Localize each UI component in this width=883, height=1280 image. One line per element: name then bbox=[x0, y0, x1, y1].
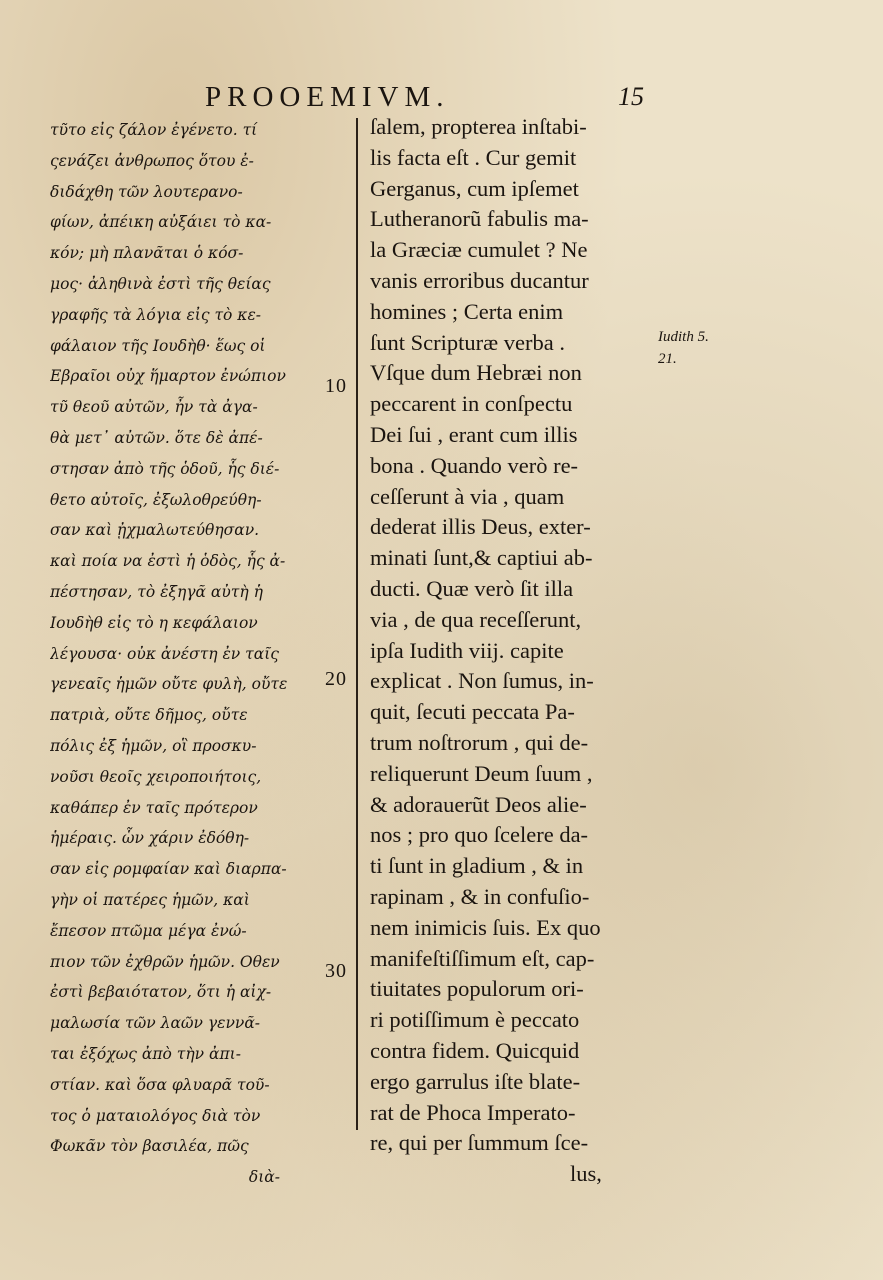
greek-text-line: Φωκᾶν τὸν βασιλέα, πῶς bbox=[50, 1137, 249, 1156]
greek-text-line: σαν καὶ ᾐχμαλωτεύθησαν. bbox=[50, 521, 260, 540]
marginal-reference-note bbox=[658, 326, 748, 370]
greek-text-line: πατριὰ, οὔτε δῆμος, οὔτε bbox=[50, 706, 248, 725]
latin-text-line: re, qui per ſummum ſce- bbox=[370, 1130, 589, 1156]
greek-text-line: ἡμέραις. ὧν χάριν ἐδόθη- bbox=[50, 829, 250, 848]
greek-text-line: σαν εἰς ρομφαίαν καὶ διαρπα- bbox=[50, 860, 287, 879]
column-divider-rule bbox=[356, 118, 358, 1130]
greek-text-line: ςενάζει ἀνθρωπος ὅτου ἐ- bbox=[50, 151, 254, 170]
line-number-20: 20 bbox=[325, 668, 347, 690]
latin-text-line: tiuitates populorum ori- bbox=[370, 976, 584, 1002]
greek-text-line: διὰ- bbox=[248, 1168, 280, 1187]
latin-text-line: rat de Phoca Imperato- bbox=[370, 1099, 576, 1125]
latin-text-line: lis facta eſt . Cur gemit bbox=[370, 144, 577, 170]
latin-text-line: bona . Quando verò re- bbox=[370, 452, 579, 478]
greek-text-line: καὶ ποία να ἐστὶ ἡ ὁδὸς, ἧς ἀ- bbox=[50, 552, 286, 571]
latin-text-line: nos ; pro quo ſcelere da- bbox=[370, 822, 589, 848]
latin-text-line: Lutheranorũ fabulis ma- bbox=[370, 206, 589, 232]
greek-text-line: ἐστὶ βεβαιότατον, ὅτι ἡ αἰχ- bbox=[50, 983, 272, 1002]
greek-text-line: νοῦσι θεοῖς χειροποιήτοις, bbox=[50, 767, 262, 786]
greek-text-line: τῦτο εἰς ζάλον ἐγένετο. τί bbox=[50, 121, 258, 139]
greek-text-line: γὴν οἱ πατέρες ἡμῶν, καὶ bbox=[50, 890, 250, 909]
greek-text-line: μος· ἀληθινὰ ἐστὶ τῆς θείας bbox=[50, 274, 271, 293]
latin-text-line: ceſſerunt à via , quam bbox=[370, 483, 565, 509]
latin-text-line: Dei ſui , erant cum illis bbox=[370, 421, 578, 447]
greek-text-line: πέστησαν, τὸ ἐξηγᾶ αὐτὴ ἡ bbox=[50, 582, 263, 601]
latin-text-line: nem inimicis ſuis. Ex quo bbox=[370, 914, 601, 940]
latin-text-column bbox=[370, 112, 655, 1190]
latin-text-line: dederat illis Deus, exter- bbox=[370, 514, 591, 540]
greek-text-line: διδάχθη τῶν λουτερανο- bbox=[50, 182, 243, 201]
greek-text-line: μαλωσία τῶν λαῶν γεννᾶ- bbox=[50, 1014, 261, 1033]
greek-text-line: τῦ θεοῦ αὐτῶν, ἦν τὰ ἀγα- bbox=[50, 398, 258, 417]
latin-text-line: ſunt Scripturæ verba . bbox=[370, 329, 565, 355]
greek-text-line: Ιουδὴθ εἰς τὸ η κεφάλαιον bbox=[50, 613, 258, 632]
marginal-note-line: Iudith 5. bbox=[658, 329, 709, 345]
greek-text-line: πόλις ἐξ ἡμῶν, οἳ προσκυ- bbox=[50, 736, 257, 755]
latin-text-line: ipſa Iudith viij. capite bbox=[370, 637, 564, 663]
latin-text-line: Vſque dum Hebræi non bbox=[370, 360, 582, 386]
latin-text-line: ſalem, propterea inſtabi- bbox=[370, 114, 587, 139]
latin-text-line: manifeſtiſſimum eſt, cap- bbox=[370, 945, 595, 971]
marginal-note-line: 21. bbox=[658, 351, 677, 367]
greek-text-line: φάλαιον τῆς Ιουδὴθ· ἕως οἱ bbox=[50, 336, 266, 355]
latin-text-line: & adorauerũt Deos alie- bbox=[370, 791, 587, 817]
latin-text-line: contra fidem. Quicquid bbox=[370, 1037, 580, 1063]
latin-text-line: via , de qua receſſerunt, bbox=[370, 606, 582, 632]
latin-text-line: quit, ſecuti peccata Pa- bbox=[370, 699, 575, 725]
greek-text-line: φίων, ἀπέικη αὐξάιει τὸ κα- bbox=[50, 213, 272, 232]
greek-text-line: πιον τῶν ἐχθρῶν ἡμῶν. Οθεν bbox=[50, 952, 280, 971]
greek-text-line: ται ἐξόχως ἀπὸ τὴν ἀπι- bbox=[50, 1044, 241, 1063]
latin-text-line: lus, bbox=[570, 1161, 602, 1187]
latin-text-line: rapinam , & in confuſio- bbox=[370, 883, 590, 909]
greek-text-line: γραφῆς τὰ λόγια εἰς τὸ κε- bbox=[50, 305, 262, 324]
latin-text-line: ergo garrulus iſte blate- bbox=[370, 1068, 581, 1094]
line-number-10: 10 bbox=[325, 375, 347, 397]
greek-text-line: καθάπερ ἐν ταῖς πρότερον bbox=[50, 798, 258, 817]
greek-text-line: στίαν. καὶ ὅσα φλυαρᾶ τοῦ- bbox=[50, 1075, 270, 1094]
latin-text-line: ti ſunt in gladium , & in bbox=[370, 853, 584, 879]
latin-text-line: trum noſtrorum , qui de- bbox=[370, 729, 589, 755]
latin-text-line: ri potiſſimum è peccato bbox=[370, 1007, 580, 1033]
latin-text-line: peccarent in conſpectu bbox=[370, 391, 573, 417]
line-number-30: 30 bbox=[325, 960, 347, 982]
greek-text-line: θετο αὐτοῖς, ἐξωλοθρεύθη- bbox=[50, 490, 262, 509]
latin-text-line: reliquerunt Deum ſuum , bbox=[370, 760, 593, 786]
greek-text-line: γενεαῖς ἡμῶν οὔτε φυλὴ, οὔτε bbox=[50, 675, 288, 694]
page-number: 15 bbox=[618, 82, 644, 111]
latin-text-line: vanis erroribus ducantur bbox=[370, 267, 589, 293]
greek-text-line: θὰ μετ᾽ αὐτῶν. ὅτε δὲ ἀπέ- bbox=[50, 428, 263, 447]
greek-text-line: Εβραῖοι οὐχ ἥμαρτον ἐνώπιον bbox=[50, 367, 286, 386]
latin-text-line: la Græciæ cumulet ? Ne bbox=[370, 237, 588, 263]
latin-text-line: ducti. Quæ verò ſit illa bbox=[370, 575, 574, 601]
greek-text-line: κόν; μὴ πλανᾶται ὁ κόσ- bbox=[50, 244, 244, 263]
greek-text-line: ἔπεσον πτῶμα μέγα ἐνώ- bbox=[50, 921, 247, 940]
greek-text-column bbox=[50, 115, 320, 1193]
greek-text-line: στησαν ἀπὸ τῆς ὁδοῦ, ἧς διέ- bbox=[50, 459, 280, 478]
latin-text-line: minati ſunt,& captiui ab- bbox=[370, 545, 593, 571]
greek-text-line: λέγουσα· οὐκ ἀνέστη ἐν ταῖς bbox=[50, 644, 279, 663]
latin-text-line: homines ; Certa enim bbox=[370, 298, 564, 324]
latin-text-line: Gerganus, cum ipſemet bbox=[370, 175, 579, 201]
greek-text-line: τος ὁ ματαιολόγος διὰ τὸν bbox=[50, 1106, 261, 1125]
running-head-title: PROOEMIVM. bbox=[205, 81, 450, 113]
latin-text-line: explicat . Non ſumus, in- bbox=[370, 668, 594, 694]
